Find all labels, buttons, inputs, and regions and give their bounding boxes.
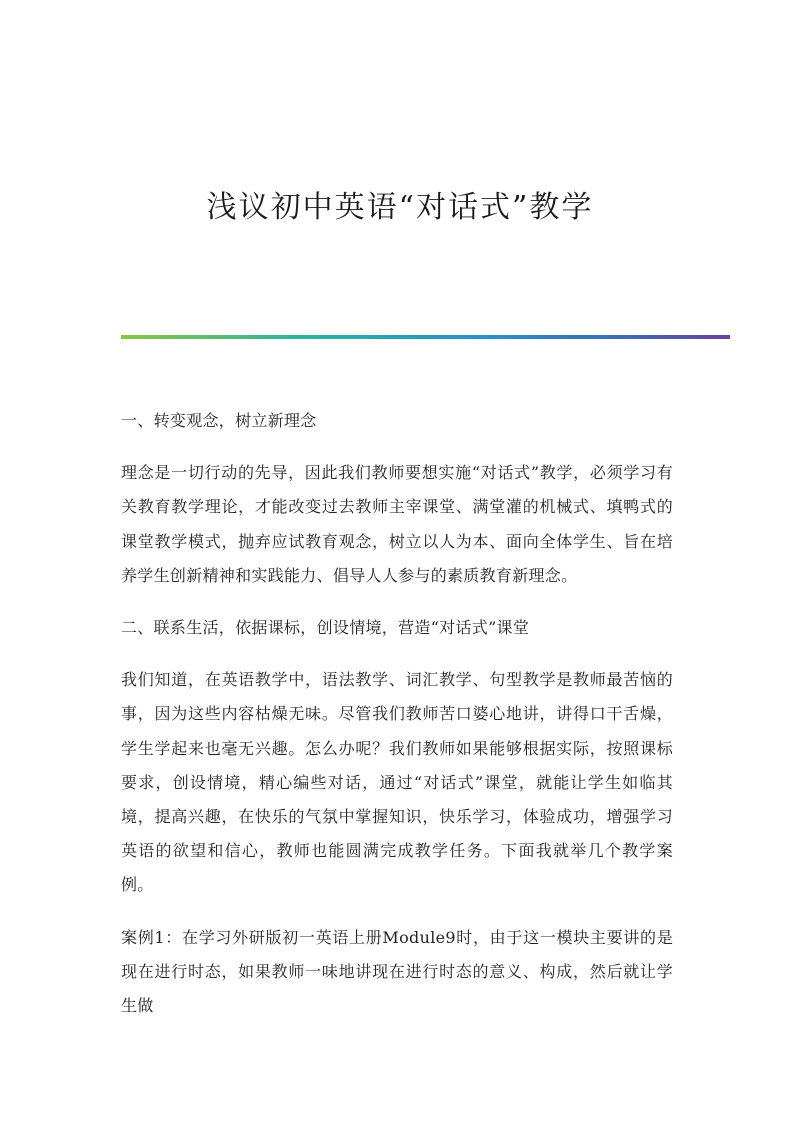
paragraph-2: 我们知道，在英语教学中，语法教学、词汇教学、句型教学是教师最苦恼的事，因为这些内容枯燥无味。尽管我们教师苦口婆心地讲，讲得口干舌燥，学生学起来也毫无兴趣。怎么办呢？我们教师如果能够根据实际，按照课标要求，创设情境，精心编些对话，通过“对话式”课堂，就能让学生如临其境，提高兴趣，在快乐的气氛中掌握知识，快乐学习，体验成功，增强学习英语的欲望和信心，教师也能圆满完成教学任务。下面我就举几个教学案例。	[121, 670, 673, 895]
document-body	[121, 404, 673, 1041]
paragraph-1: 理念是一切行动的先导，因此我们教师要想实施“对话式”教学，必须学习有关教育教学理论，才能改变过去教师主宰课堂、满堂灌的机械式、填鸭式的课堂教学模式，抛弃应试教育观念，树立以人为本、面向全体学生、旨在培养学生创新精神和实践能力、倡导人人参与的素质教育新理念。	[121, 463, 673, 585]
gradient-divider	[121, 335, 730, 339]
paragraph-case-1: 案例1：在学习外研版初一英语上册Module9时，由于这一模块主要讲的是现在进行时态，如果教师一味地讲现在进行时态的意义、构成，然后就让学生做	[121, 927, 673, 1016]
section-heading-1: 一、转变观念，树立新理念	[121, 411, 317, 430]
document-title: 浅议初中英语“对话式”教学	[206, 190, 594, 225]
section-heading-2: 二、联系生活，依据课标，创设情境，营造“对话式”课堂	[121, 618, 530, 638]
